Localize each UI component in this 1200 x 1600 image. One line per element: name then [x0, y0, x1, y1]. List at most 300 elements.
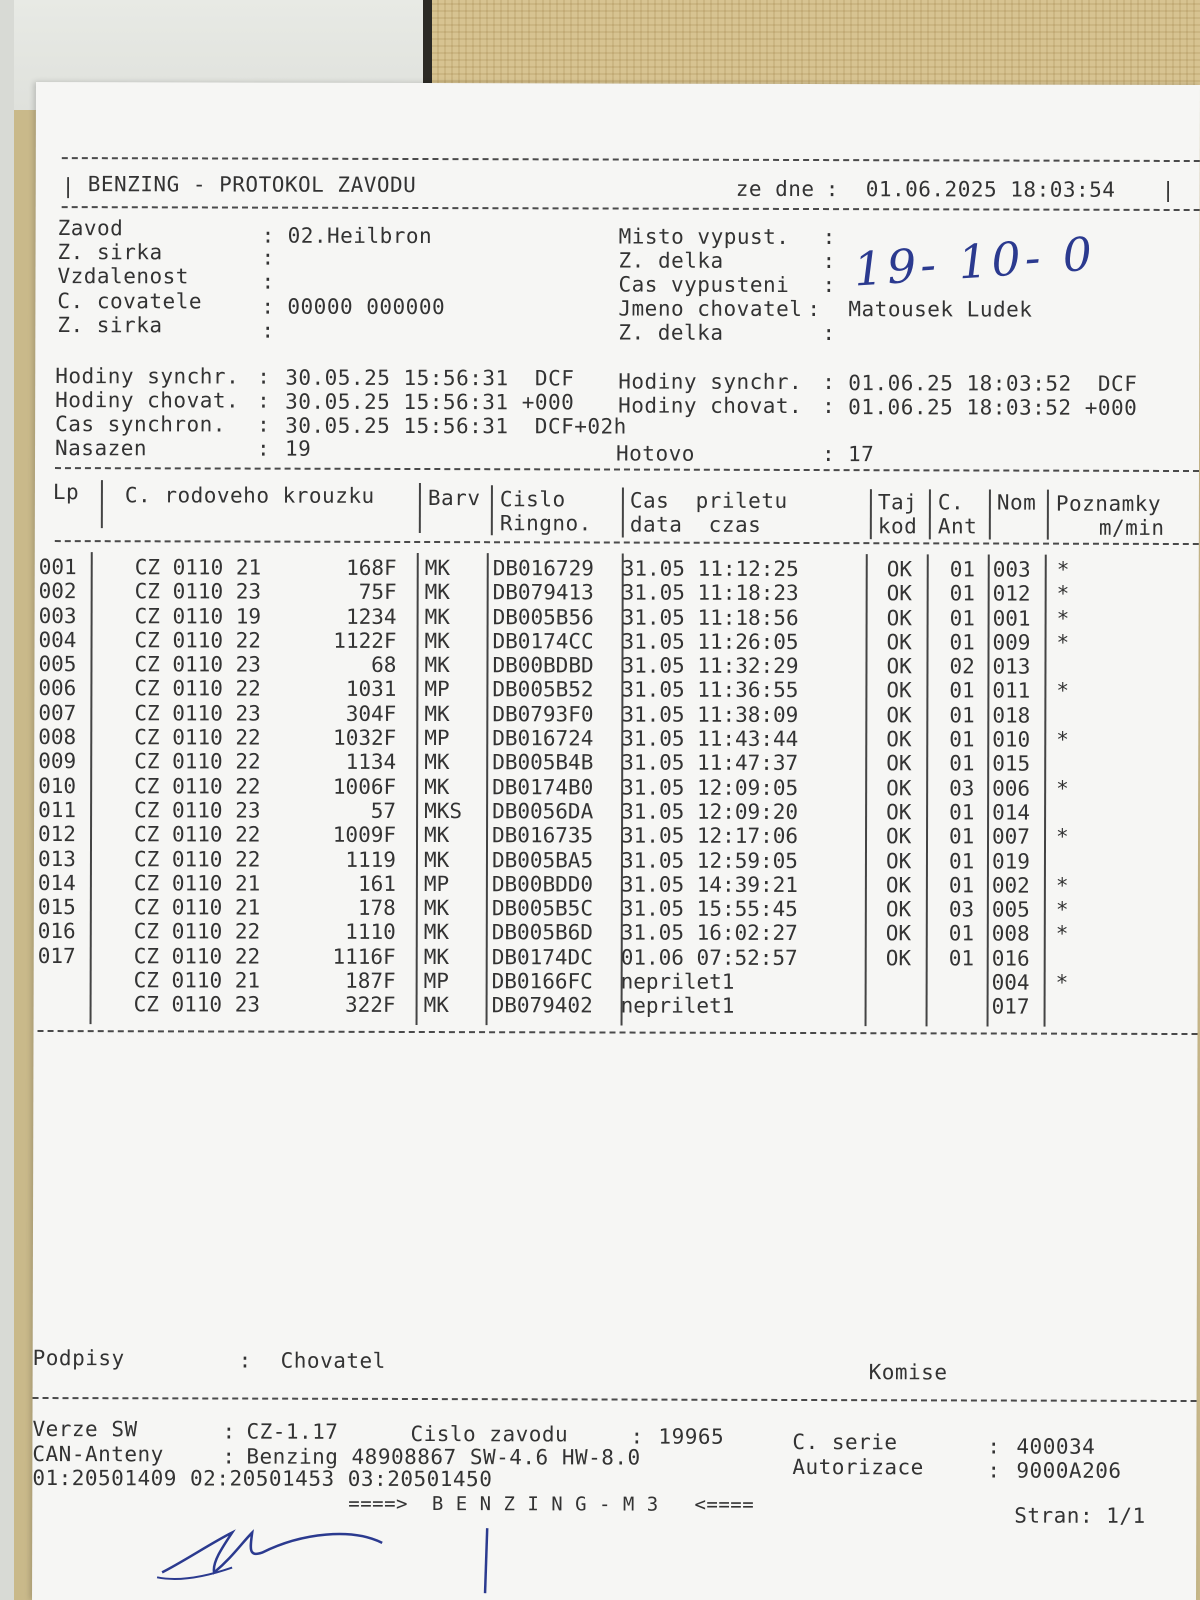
info-label-z-sirka-2: Z. sirka: [57, 313, 163, 338]
info-colon: :: [822, 273, 836, 298]
cell-taj-kod: OK: [886, 727, 912, 752]
cell-cislo-ringno: DB016729: [492, 556, 594, 581]
table-row: [34, 725, 1198, 752]
footer-colon: :: [222, 1419, 236, 1444]
cell-barv: MK: [423, 823, 450, 848]
cell-lp: 006: [38, 676, 77, 701]
cell-ring-number: 1116F: [332, 944, 396, 969]
cell-cislo-ringno: DB0056DA: [492, 799, 594, 824]
cell-nom: 019: [991, 849, 1030, 874]
cell-c-ant: 01: [948, 873, 975, 898]
cell-ring: CZ 0110 21: [133, 968, 261, 993]
cell-ring-number: 161: [357, 871, 396, 896]
table-row: [34, 652, 1198, 679]
cell-c-ant: 01: [949, 557, 976, 582]
cell-taj-kod: OK: [886, 581, 912, 606]
cell-poznamky: *: [1056, 606, 1070, 631]
cell-nom: 012: [992, 581, 1031, 606]
info-label-zavod: Zavod: [57, 216, 124, 241]
cell-lp: 004: [38, 627, 77, 652]
cell-ring-number: 75F: [358, 580, 397, 605]
table-top-rule: [55, 467, 1199, 472]
cell-c-ant: 01: [949, 630, 975, 655]
clock-colon: :: [257, 436, 271, 461]
cell-nom: 014: [992, 800, 1031, 825]
cell-ring-number: 1134: [345, 750, 397, 775]
cell-ring: CZ 0110 19: [134, 603, 262, 629]
info-colon: :: [261, 318, 275, 343]
cell-ring: CZ 0110 23: [134, 798, 261, 823]
col-divider: [491, 485, 493, 535]
footer-antennas: 01:20501409 02:20501453 03:20501450: [32, 1465, 493, 1492]
cell-lp: 015: [37, 895, 76, 920]
table-bottom-rule: [38, 1030, 1198, 1035]
cell-cislo-ringno: DB005B56: [492, 604, 594, 630]
clock-value-nasazen: 19: [285, 436, 312, 461]
header-top-rule: [62, 157, 1200, 162]
clock-value-hotovo: 17: [847, 442, 875, 467]
cell-ring: CZ 0110 22: [134, 676, 261, 702]
cell-nom: 008: [991, 921, 1030, 947]
cell-nom: 017: [991, 994, 1030, 1019]
cell-taj-kod: OK: [886, 775, 912, 800]
cell-cas-priletu: 31.05 16:02:27: [620, 920, 798, 946]
clock-label-cas-synchron: Cas synchron.: [55, 412, 227, 437]
table-row: [34, 798, 1198, 825]
cell-lp: 001: [38, 555, 77, 580]
cell-c-ant: 01: [949, 751, 975, 776]
cell-ring: CZ 0110 23: [133, 992, 261, 1017]
table-row: [34, 944, 1198, 971]
cell-barv: MK: [423, 847, 450, 872]
info-label-jmeno-chovatel: Jmeno chovatel: [618, 296, 803, 322]
footer-can-value: Benzing 48908867 SW-4.6 HW-8.0: [246, 1444, 641, 1470]
clock-colon: :: [821, 442, 836, 467]
info-label-cas-vypusteni: Cas vypusteni: [618, 272, 790, 297]
header-bar-right: |: [1161, 177, 1175, 202]
signature-komise-label: Komise: [868, 1360, 948, 1385]
clock-label-nasazen: Nasazen: [55, 436, 148, 461]
report-date-colon: :: [825, 177, 839, 202]
cell-cislo-ringno: DB0793F0: [492, 701, 594, 727]
cell-nom: 016: [991, 946, 1030, 971]
cell-ring-number: 57: [370, 798, 397, 823]
cell-barv: MP: [424, 677, 450, 702]
cell-c-ant: 01: [948, 848, 975, 874]
col-divider: [989, 489, 991, 539]
info-colon: :: [822, 321, 836, 346]
footer-page-count: Stran: 1/1: [1014, 1503, 1146, 1528]
cell-cas-priletu: 31.05 14:39:21: [620, 872, 798, 897]
footer-banner: ====> B E N Z I N G - M 3 <====: [348, 1492, 755, 1516]
cell-taj-kod: OK: [886, 630, 912, 655]
info-colon: :: [261, 223, 275, 248]
col-header-nom: Nom: [996, 490, 1037, 515]
table-row: [34, 774, 1198, 801]
cell-barv: MP: [424, 726, 450, 751]
cell-cislo-ringno: DB0174B0: [492, 774, 594, 800]
col-header-cas-priletu: Cas priletu: [629, 488, 788, 513]
col-header-taj: Taj: [877, 490, 918, 515]
table-row: [34, 992, 1198, 1019]
clock-colon: :: [257, 364, 271, 389]
table-row: [35, 555, 1199, 582]
col-divider: [870, 489, 872, 539]
cell-ring-number: 1009F: [332, 823, 397, 848]
col-divider: [929, 489, 931, 539]
cell-cislo-ringno: DB0174CC: [492, 629, 594, 654]
cell-nom: 007: [991, 824, 1030, 849]
cell-taj-kod: OK: [886, 678, 912, 703]
cell-taj-kod: OK: [886, 703, 912, 728]
cell-cas-priletu: 31.05 12:59:05: [620, 848, 799, 873]
cell-ring: CZ 0110 21: [133, 871, 261, 896]
background-gap: [423, 0, 432, 85]
info-value-jmeno-chovatel: Matousek Ludek: [848, 297, 1033, 322]
cell-c-ant: 01: [949, 678, 975, 703]
info-label-c-covatele: C. covatele: [57, 289, 203, 314]
cell-c-ant: 01: [949, 581, 975, 606]
clock-label-synchr: Hodiny synchr.: [55, 364, 240, 389]
table-row: [34, 895, 1198, 922]
cell-taj-kod: OK: [886, 605, 912, 630]
cell-barv: MK: [423, 920, 450, 945]
footer-serie-value: 400034: [1016, 1434, 1096, 1459]
cell-cas-priletu: 31.05 11:47:37: [621, 750, 799, 776]
background-left-edge: [0, 0, 14, 1600]
table-header-rule: [55, 540, 1199, 545]
cell-ring: CZ 0110 22: [133, 919, 261, 945]
footer-colon: :: [222, 1444, 236, 1469]
cell-taj-kod: OK: [885, 921, 912, 946]
cell-lp: 011: [38, 797, 77, 823]
footer-autor-label: Autorizace: [792, 1454, 924, 1480]
info-label-z-delka-2: Z. delka: [618, 320, 724, 345]
handwritten-release-time: 19- 10- 0: [851, 226, 1098, 297]
cell-cas-priletu: 31.05 12:09:05: [621, 775, 799, 800]
cell-ring: CZ 0110 22: [134, 628, 262, 653]
cell-barv: MP: [423, 969, 449, 994]
cell-lp: 007: [38, 700, 77, 725]
table-row: [34, 749, 1198, 776]
cell-lp: 010: [38, 773, 77, 798]
table-row: [34, 871, 1198, 898]
cell-barv: MK: [424, 774, 450, 799]
info-value-zavod: 02.Heilbron: [287, 223, 433, 249]
cell-ring: CZ 0110 23: [134, 579, 262, 604]
info-label-z-delka: Z. delka: [618, 248, 724, 273]
cell-ring-number: 1119: [345, 847, 396, 872]
cell-taj-kod: OK: [886, 654, 912, 679]
clock-colon: :: [257, 388, 271, 413]
cell-cislo-ringno: DB0166FC: [491, 969, 593, 994]
cell-taj-kod: OK: [885, 848, 912, 873]
cell-cas-priletu: 01.06 07:52:57: [620, 945, 798, 970]
cell-lp: 013: [37, 846, 76, 871]
cell-nom: 015: [992, 751, 1031, 776]
cell-poznamky: *: [1056, 581, 1070, 607]
cell-cas-priletu: 31.05 11:26:05: [621, 629, 799, 654]
cell-cislo-ringno: DB079413: [492, 580, 594, 605]
cell-ring-number: 1122F: [333, 628, 397, 653]
cell-nom: 011: [992, 678, 1031, 704]
cell-poznamky: *: [1056, 727, 1069, 752]
cell-nom: 010: [992, 727, 1031, 752]
cell-cas-priletu: 31.05 11:18:23: [621, 580, 799, 606]
footer-top-rule: [33, 1397, 1197, 1402]
cell-lp: 003: [38, 603, 77, 628]
table-row: [34, 701, 1198, 728]
cell-cas-priletu: neprilet1: [620, 993, 735, 1019]
cell-ring: CZ 0110 22: [134, 725, 261, 750]
clock-label-chovat: Hodiny chovat.: [55, 388, 240, 413]
clock-label-chovat-right: Hodiny chovat.: [618, 393, 803, 419]
cell-ring: CZ 0110 21: [134, 555, 262, 580]
cell-cas-priletu: neprilet1: [620, 969, 735, 994]
cell-cas-priletu: 31.05 11:38:09: [621, 702, 799, 727]
cell-cas-priletu: 31.05 15:55:45: [620, 896, 798, 922]
footer-verze-value: CZ-1.17: [246, 1419, 339, 1444]
table-row: [34, 847, 1198, 874]
cell-ring-number: 1006F: [332, 774, 397, 799]
cell-ring: CZ 0110 23: [134, 652, 261, 677]
table-row: [34, 822, 1198, 849]
cell-c-ant: 01: [949, 605, 975, 631]
cell-taj-kod: OK: [885, 824, 912, 849]
table-row: [35, 628, 1199, 655]
cell-ring: CZ 0110 21: [133, 895, 261, 920]
footer-cislo-value: 19965: [658, 1424, 725, 1449]
col-header-m-min: m/min: [1098, 515, 1165, 540]
info-colon: :: [822, 249, 836, 274]
footer-colon: :: [987, 1458, 1001, 1483]
info-colon: :: [822, 225, 836, 250]
footer-verze-label: Verze SW: [32, 1416, 138, 1442]
cell-lp: 009: [38, 749, 77, 774]
cell-nom: 018: [992, 703, 1031, 728]
cell-nom: 001: [992, 606, 1031, 631]
report-date-label: ze dne: [735, 176, 815, 202]
clock-value-cas-synchron: 30.05.25 15:56:31 DCF+02h: [285, 413, 627, 439]
cell-ring-number: 68: [371, 653, 397, 678]
table-row: [34, 968, 1198, 995]
col-divider: [622, 488, 624, 538]
cell-lp: 008: [38, 725, 77, 750]
handwritten-signature: [152, 1502, 512, 1600]
cell-ring-number: 187F: [345, 968, 396, 993]
footer-cislo-label: Cislo zavodu: [410, 1421, 569, 1447]
footer-autor-value: 9000A206: [1016, 1458, 1122, 1483]
cell-cislo-ringno: DB005BA5: [491, 847, 594, 873]
col-header-lp: Lp: [52, 480, 80, 505]
cell-cislo-ringno: DB005B52: [492, 677, 594, 702]
cell-cas-priletu: 31.05 12:17:06: [620, 823, 799, 849]
clock-colon: :: [257, 412, 271, 437]
cell-ring-number: 322F: [344, 993, 396, 1018]
cell-barv: MK: [424, 556, 451, 581]
cell-cas-priletu: 31.05 12:09:20: [621, 799, 799, 824]
cell-ring: CZ 0110 22: [133, 846, 261, 872]
cell-ring: CZ 0110 23: [134, 701, 261, 726]
signatures-label: Podpisy: [32, 1345, 125, 1371]
report-date: 01.06.2025 18:03:54: [865, 177, 1116, 202]
table-row: [35, 604, 1199, 631]
info-value-c-covatele: 00000 000000: [287, 294, 446, 320]
cell-taj-kod: OK: [885, 897, 912, 922]
cell-cislo-ringno: DB005B5C: [491, 896, 594, 921]
cell-nom: 006: [992, 776, 1031, 801]
cell-c-ant: 01: [948, 824, 975, 849]
cell-taj-kod: OK: [886, 557, 913, 582]
cell-ring: CZ 0110 22: [133, 944, 261, 969]
cell-barv: MK: [424, 750, 450, 775]
cell-lp: 002: [38, 579, 77, 604]
cell-cislo-ringno: DB016724: [492, 726, 594, 751]
footer-colon: :: [987, 1434, 1001, 1459]
info-colon: :: [261, 245, 275, 270]
cell-barv: MK: [423, 896, 450, 921]
clock-value-synchr: 30.05.25 15:56:31 DCF: [285, 365, 575, 391]
info-colon: :: [807, 297, 821, 322]
cell-poznamky: *: [1056, 630, 1070, 655]
cell-lp: 012: [37, 822, 76, 847]
cell-lp: 016: [37, 919, 76, 944]
table-row: [35, 579, 1199, 606]
cell-cislo-ringno: DB005B4B: [492, 750, 594, 775]
col-header-c: C.: [937, 490, 965, 515]
col-header-ringno: Ringno.: [499, 511, 592, 536]
cell-barv: MK: [424, 604, 450, 629]
cell-ring-number: 1110: [345, 920, 396, 945]
header-bottom-rule: [62, 206, 1200, 211]
cell-cislo-ringno: DB016735: [491, 823, 594, 848]
cell-barv: MK: [424, 628, 450, 653]
cell-lp: 017: [37, 943, 76, 968]
col-header-data-czas: data czas: [629, 512, 762, 537]
cell-nom: 005: [991, 897, 1030, 922]
cell-poznamky: *: [1055, 824, 1069, 849]
cell-cislo-ringno: DB00BDD0: [491, 872, 594, 897]
clock-colon: :: [822, 394, 836, 419]
cell-cas-priletu: 31.05 11:32:29: [621, 653, 799, 679]
cell-nom: 003: [992, 557, 1031, 582]
cell-ring: CZ 0110 22: [134, 773, 261, 799]
info-label-z-sirka: Z. sirka: [57, 240, 163, 265]
info-label-misto-vypust: Misto vypust.: [618, 224, 790, 249]
cell-taj-kod: OK: [885, 945, 912, 971]
cell-ring-number: 1031: [345, 677, 397, 702]
clock-label-synchr-right: Hodiny synchr.: [618, 369, 803, 395]
cell-poznamky: *: [1055, 970, 1069, 995]
cell-poznamky: *: [1055, 897, 1069, 922]
info-colon: :: [261, 294, 275, 319]
cell-cislo-ringno: DB079402: [491, 993, 593, 1018]
clock-label-hotovo: Hotovo: [615, 441, 695, 466]
cell-barv: MKS: [424, 798, 463, 824]
cell-cas-priletu: 31.05 11:12:25: [621, 556, 799, 581]
results-table-body: [34, 555, 1199, 1020]
cell-c-ant: 01: [948, 946, 975, 971]
cell-ring-number: 168F: [346, 555, 397, 580]
footer-colon: :: [630, 1424, 644, 1449]
clock-value-chovat: 30.05.25 15:56:31 +000: [285, 389, 575, 415]
cell-c-ant: 03: [948, 897, 975, 922]
info-colon: :: [261, 269, 275, 294]
table-row: [34, 919, 1198, 946]
cell-barv: MK: [424, 653, 450, 678]
cell-taj-kod: OK: [885, 873, 912, 898]
col-divider: [101, 480, 103, 528]
cell-cislo-ringno: DB005B6D: [491, 920, 593, 945]
cell-barv: MK: [424, 580, 450, 605]
footer-can-label: CAN-Anteny: [32, 1441, 164, 1467]
col-header-cislo: Cislo: [499, 487, 566, 512]
clock-value-chovat-right: 01.06.25 18:03:52 +000: [848, 395, 1138, 420]
cell-nom: 013: [992, 654, 1031, 679]
cell-poznamky: *: [1055, 873, 1069, 898]
cell-c-ant: 03: [949, 776, 975, 801]
cell-c-ant: 02: [949, 654, 975, 679]
cell-ring-number: 178: [357, 896, 396, 921]
cell-lp: 014: [37, 870, 76, 895]
footer-serie-label: C. serie: [792, 1429, 898, 1455]
clock-value-synchr-right: 01.06.25 18:03:52 DCF: [848, 371, 1138, 396]
cell-cas-priletu: 31.05 11:36:55: [621, 678, 799, 703]
table-row: [34, 676, 1198, 703]
cell-cislo-ringno: DB0174DC: [491, 944, 593, 970]
cell-taj-kod: OK: [886, 751, 912, 776]
col-header-poznamky: Poznamky: [1055, 491, 1162, 516]
cell-ring-number: 304F: [345, 701, 397, 726]
cell-poznamky: *: [1055, 922, 1069, 947]
cell-barv: MK: [424, 701, 450, 726]
cell-ring-number: 1032F: [333, 725, 397, 751]
cell-c-ant: 01: [948, 921, 975, 946]
col-header-ring: C. rodoveho krouzku: [124, 483, 375, 508]
cell-nom: 009: [992, 630, 1031, 655]
report-title: BENZING - PROTOKOL ZAVODU: [87, 172, 417, 197]
cell-c-ant: 01: [949, 800, 975, 825]
cell-nom: 002: [991, 873, 1030, 898]
info-label-vzdalenost: Vzdalenost: [57, 264, 189, 289]
signatures-colon: :: [238, 1348, 252, 1373]
printed-report-sheet: [32, 82, 1200, 1600]
signature-chovatel-label: Chovatel: [280, 1348, 386, 1373]
cell-ring-number: 1234: [345, 604, 397, 629]
col-divider: [1047, 490, 1049, 540]
cell-poznamky: *: [1056, 557, 1070, 582]
cell-cislo-ringno: DB00BDBD: [492, 653, 594, 678]
cell-c-ant: 01: [949, 727, 975, 752]
cell-taj-kod: OK: [886, 800, 912, 825]
cell-cas-priletu: 31.05 11:43:44: [621, 726, 799, 752]
cell-nom: 004: [991, 970, 1030, 995]
header-bar-left: |: [61, 174, 75, 199]
cell-barv: MP: [423, 871, 450, 896]
cell-ring: CZ 0110 22: [134, 749, 261, 774]
col-header-barv: Barv: [427, 486, 481, 511]
col-divider: [419, 483, 421, 533]
col-header-kod: kod: [877, 514, 918, 539]
cell-c-ant: 01: [949, 703, 975, 728]
cell-barv: MK: [423, 944, 450, 969]
cell-poznamky: *: [1056, 679, 1070, 704]
cell-poznamky: *: [1056, 776, 1069, 801]
cell-ring: CZ 0110 22: [133, 822, 261, 847]
cell-barv: MK: [423, 993, 449, 1018]
cell-lp: 005: [38, 652, 77, 677]
col-header-ant: Ant: [937, 514, 978, 539]
